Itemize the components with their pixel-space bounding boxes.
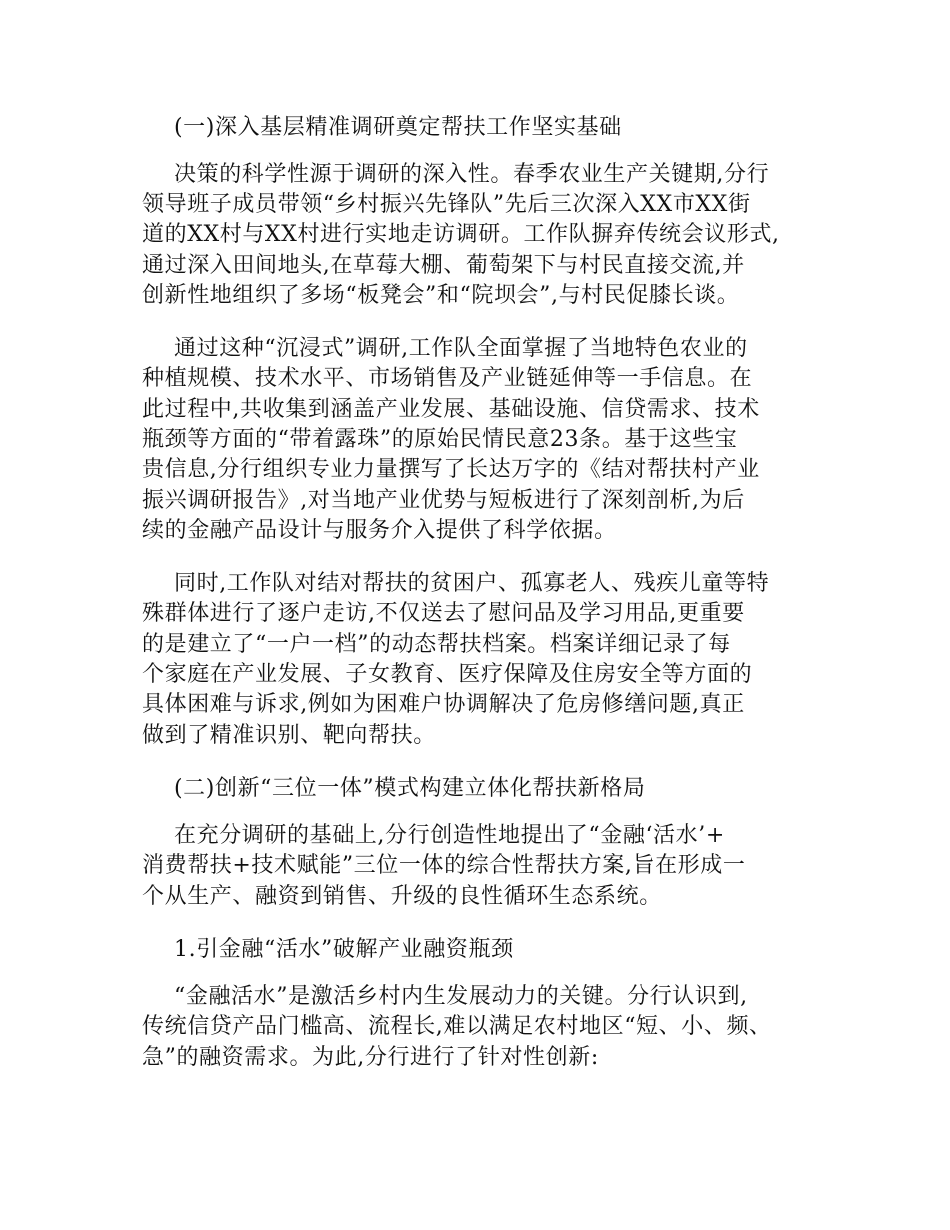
paragraph-line: 道的XX村与XX村进行实地走访调研。工作队摒弃传统会议形式, — [142, 222, 780, 247]
paragraph-line: 决策的科学性源于调研的深入性。春季农业生产关键期,分行 — [174, 162, 770, 187]
paragraph-line: 急”的融资需求。为此,分行进行了针对性创新: — [142, 1045, 599, 1070]
paragraph-line: 种植规模、技术水平、市场销售及产业链延伸等一手信息。在 — [142, 366, 753, 391]
paragraph-line: 消费帮扶+技术赋能”三位一体的综合性帮扶方案,旨在形成一 — [142, 853, 746, 878]
paragraph-line: 续的金融产品设计与服务介入提供了科学依据。 — [142, 518, 617, 543]
section-heading-3: 1.引金融“活水”破解产业融资瓶颈 — [174, 937, 514, 962]
section-heading-1: (一)深入基层精准调研奠定帮扶工作坚实基础 — [174, 115, 622, 140]
paragraph-line: 传统信贷产品门槛高、流程长,难以满足农村地区“短、小、频、 — [142, 1014, 772, 1039]
paragraph-line: 贵信息,分行组织专业力量撰写了长达万字的《结对帮扶村产业 — [142, 457, 760, 482]
paragraph-line: 通过这种“沉浸式”调研,工作队全面掌握了当地特色农业的 — [174, 336, 748, 361]
paragraph-line: 具体困难与诉求,例如为困难户协调解决了危房修缮问题,真正 — [142, 692, 745, 717]
section-heading-2: (二)创新“三位一体”模式构建立体化帮扶新格局 — [174, 776, 646, 801]
paragraph-line: 个从生产、融资到销售、升级的良性循环生态系统。 — [142, 884, 662, 909]
paragraph-line: “金融活水”是激活乡村内生发展动力的关键。分行认识到, — [174, 984, 748, 1009]
paragraph-line: 的是建立了“一户一档”的动态帮扶档案。档案详细记录了每 — [142, 632, 731, 657]
paragraph-line: 在充分调研的基础上,分行创造性地提出了“金融‘活水’+ — [174, 823, 725, 848]
paragraph-line: 振兴调研报告》,对当地产业优势与短板进行了深刻剖析,为后 — [142, 488, 745, 513]
paragraph-line: 殊群体进行了逐户走访,不仅送去了慰问品及学习用品,更重要 — [142, 601, 745, 626]
paragraph-line: 瓶颈等方面的“带着露珠”的原始民情民意23条。基于这些宝 — [142, 427, 738, 452]
paragraph-line: 个家庭在产业发展、子女教育、医疗保障及住房安全等方面的 — [142, 662, 753, 687]
paragraph-line: 此过程中,共收集到涵盖产业发展、基础设施、信贷需求、技术 — [142, 397, 760, 422]
paragraph-line: 创新性地组织了多场“板凳会”和“院坝会”,与村民促膝长谈。 — [142, 283, 740, 308]
paragraph-line: 通过深入田间地头,在草莓大棚、葡萄架下与村民直接交流,并 — [142, 253, 745, 278]
paragraph-line: 领导班子成员带领“乡村振兴先锋队”先后三次深入XX市XX街 — [142, 192, 751, 217]
paragraph-line: 同时,工作队对结对帮扶的贫困户、孤寡老人、残疾儿童等特 — [174, 571, 770, 596]
paragraph-line: 做到了精准识别、靶向帮扶。 — [142, 723, 436, 748]
